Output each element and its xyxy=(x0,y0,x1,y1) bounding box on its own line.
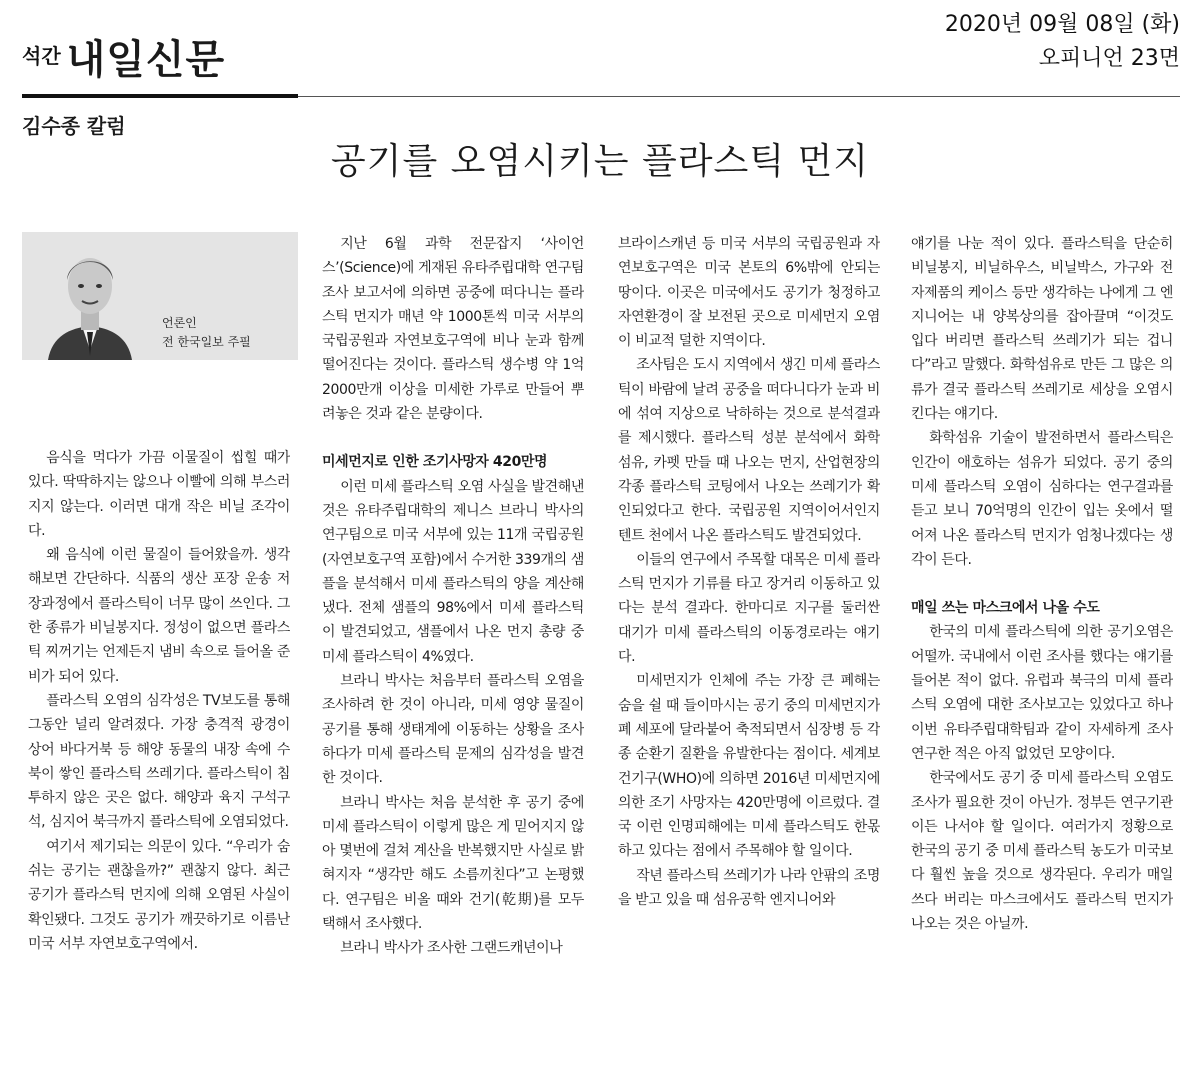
paragraph: 왜 음식에 이런 물질이 들어왔을까. 생각해보면 간단하다. 식품의 생산 포장 운송 저장과정에서 플라스틱이 너무 많이 쓰인다. 그 한 종류가 비닐봉지다. 정성이 없으면 플라스틱 찌꺼기는 언제든지 냄비 속으로 들어올 준비가 되어 있다. xyxy=(28,547,290,685)
author-byline xyxy=(162,314,251,352)
paragraph: 조사팀은 도시 지역에서 생긴 미세 플라스틱이 바람에 날려 공중을 떠다니다가 눈과 비에 섞여 지상으로 낙하하는 것으로 분석결과를 제시했다. 플라스틱 성분 분석에서 화학 섬유, 카펫 만들 때 나오는 먼지, 산업현장의 각종 플라스틱 코팅에서 나오는 쓰레기가 확인되었다고 한다. 국립공원 지역이어서인지 텐트 천에서 나온 플라스틱도 발견되었다. xyxy=(618,357,880,544)
paragraph: 얘기를 나눈 적이 있다. 플라스틱을 단순히 비닐봉지, 비닐하우스, 비닐박스, 가구와 전자제품의 케이스 등만 생각하는 나에게 그 엔지니어는 내 양복상의를 잡아끌며 “이것도 입다 버리면 플라스틱 쓰레기가 되는 겁니다”라고 말했다. 화학섬유로 만든 그 많은 의류가 결국 플라스틱 쓰레기로 세상을 오염시킨다는 얘기다. xyxy=(911,236,1173,423)
subheading: 미세먼지로 인한 조기사망자 420만명 xyxy=(322,454,548,471)
author-title: 전 한국일보 주필 xyxy=(162,335,251,349)
paragraph: 한국에서도 공기 중 미세 플라스틱 오염도 조사가 필요한 것이 아닌가. 정부든 연구기관이든 나서야 할 일이다. 여러가지 정황으로 한국의 공기 중 미세 플라스틱 농도가 미국보다 훨씬 높을 것으로 생각된다. 우리가 매일 쓰다 버리는 마스크에서도 플라스틱 먼지가 나오는 것은 아닐까. xyxy=(911,770,1173,933)
paragraph: 브라니 박사가 조사한 그랜드캐년이나 xyxy=(340,940,563,957)
article-column-1 xyxy=(28,446,290,1062)
masthead-name: 내일신문 xyxy=(66,36,226,83)
paragraph: 한국의 미세 플라스틱에 의한 공기오염은 어떨까. 국내에서 이런 조사를 했다는 얘기를 들어본 적이 없다. 유럽과 북극의 미세 플라스틱 오염에 대한 조사보고는 있었다고 하나 이번 유타주립대학팀과 같이 자세하게 조사연구한 적은 아직 없었던 모양이다. xyxy=(911,624,1173,762)
paragraph: 지난 6월 과학 전문잡지 ‘사이언스’(Science)에 게재된 유타주립대학 연구팀 조사 보고서에 의하면 공중에 떠다니는 플라스틱 먼지가 매년 약 1000톤씩 미국 서부의 국립공원과 자연보호구역에 비나 눈과 함께 떨어진다는 것이다. 플라스틱 생수병 약 1억2000만개 이상을 미세한 가루로 만들어 뿌려놓은 것과 같은 분량이다. xyxy=(322,236,584,423)
paragraph: 화학섬유 기술이 발전하면서 플라스틱은 인간이 애호하는 섬유가 되었다. 공기 중의 미세 플라스틱 오염이 심하다는 연구결과를 듣고 보니 70억명의 인간이 입는 옷에서 떨어져 나온 플라스틱 먼지가 엄청나겠다는 생각이 든다. xyxy=(911,430,1173,568)
paragraph: 이런 미세 플라스틱 오염 사실을 발견해낸 것은 유타주립대학의 제니스 브라니 박사의 연구팀으로 미국 서부에 있는 11개 국립공원(자연보호구역 포함)에서 수거한 339개의 샘플을 분석해서 미세 플라스틱의 양을 계산해냈다. 전체 샘플의 98%에서 미세 플라스틱이 발견되었고, 샘플에서 나온 먼지 총량 중 미세 플라스틱이 4%였다. xyxy=(322,478,584,665)
paragraph: 미세먼지가 인체에 주는 가장 큰 폐해는 숨을 쉴 때 들이마시는 공기 중의 미세먼지가 폐 세포에 달라붙어 축적되면서 심장병 등 각종 순환기 질환을 유발한다는 점이다. 세계보건기구(WHO)에 의하면 2016년 미세먼지에 의한 조기 사망자는 420만명에 이르렀다. 결국 이런 인명피해에는 미세 플라스틱도 한몫하고 있다는 점에서 주목해야 할 일이다. xyxy=(618,673,880,860)
article-column-2 xyxy=(322,232,584,1062)
author-role: 언론인 xyxy=(162,316,197,330)
subheading: 매일 쓰는 마스크에서 나올 수도 xyxy=(911,600,1100,617)
headline: 공기를 오염시키는 플라스틱 먼지 xyxy=(330,141,870,182)
masthead xyxy=(22,28,225,88)
paragraph: 여기서 제기되는 의문이 있다. “우리가 숨쉬는 공기는 괜찮을까?” 괜찮지 않다. 최근 공기가 플라스틱 먼지에 의해 오염된 사실이 확인됐다. 그것도 공기가 깨끗하기로 이름난 미국 서부 자연보호구역에서. xyxy=(28,838,290,952)
paragraph: 음식을 먹다가 가끔 이물질이 씹힐 때가 있다. 딱딱하지는 않으나 이빨에 의해 부스러지지 않는다. 이러면 대개 작은 비닐 조각이다. xyxy=(28,450,290,539)
paragraph: 브라니 박사는 처음부터 플라스틱 오염을 조사하려 한 것이 아니라, 미세 영양 물질이 공기를 통해 생태계에 이동하는 상황을 조사하다가 미세 플라스틱 문제의 심각성을 발견한 것이다. xyxy=(322,673,584,787)
article-column-4 xyxy=(911,232,1173,1062)
issue-section: 오피니언 23면 xyxy=(1038,46,1180,71)
header-rule-thick xyxy=(22,94,298,98)
header-rule-thin xyxy=(298,96,1180,97)
paragraph: 이들의 연구에서 주목할 대목은 미세 플라스틱 먼지가 기류를 타고 장거리 이동하고 있다는 분석 결과다. 한마디로 지구를 둘러싼 대기가 미세 플라스틱의 이동경로라는 얘기다. xyxy=(618,551,880,666)
paragraph: 브라이스캐년 등 미국 서부의 국립공원과 자연보호구역은 미국 본토의 6%밖에 안되는 땅이다. 이곳은 미국에서도 공기가 청정하고 자연환경이 잘 보전된 곳으로 미세먼지 오염이 비교적 덜한 지역이다. xyxy=(618,236,880,350)
paragraph: 브라니 박사는 처음 분석한 후 공기 중에 미세 플라스틱이 이렇게 많은 게 믿어지지 않아 몇번에 걸쳐 계산을 반복했지만 사실로 밝혀지자 “생각만 해도 소름끼친다”고 논평했다. 연구팀은 비올 때와 건기(乾期)를 모두 택해서 조사했다. xyxy=(322,794,584,933)
column-label: 김수종 칼럼 xyxy=(22,114,126,138)
paragraph: 플라스틱 오염의 심각성은 TV보도를 통해 그동안 널리 알려졌다. 가장 충격적 광경이 상어 바다거북 등 해양 동물의 내장 속에 수북이 쌓인 플라스틱 쓰레기다. 플라스틱이 침투하지 않은 곳은 없다. 해양과 육지 구석구석, 심지어 북극까지 플라스틱에 오염되었다. xyxy=(28,692,290,831)
paragraph: 작년 플라스틱 쓰레기가 나라 안팎의 조명을 받고 있을 때 섬유공학 엔지니어와 xyxy=(618,867,880,909)
author-photo xyxy=(30,232,150,360)
author-photo-box xyxy=(22,232,298,360)
article-column-3 xyxy=(618,232,880,1062)
issue-info xyxy=(945,8,1180,76)
masthead-prefix: 석간 xyxy=(22,44,61,68)
issue-date: 2020년 09월 08일 (화) xyxy=(944,12,1180,37)
